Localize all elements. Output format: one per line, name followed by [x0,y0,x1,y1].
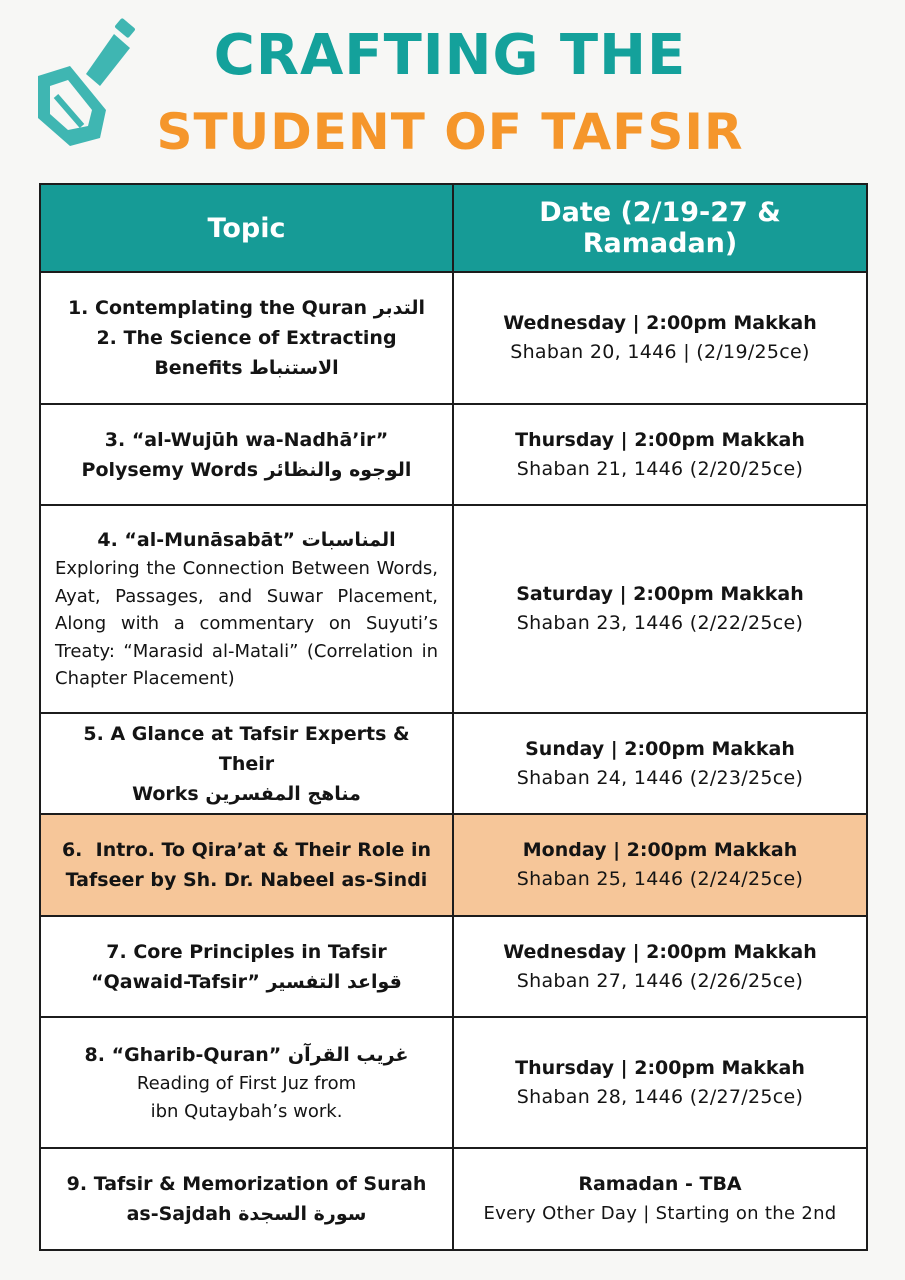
topic-cell [40,505,453,713]
topic-line: 2. The Science of Extracting [96,327,397,349]
session-day: Thursday | 2:00pm Makkah [515,428,805,451]
table-row [40,916,867,1017]
topic-line: 6. Intro. To Qira’at & Their Role in [61,839,432,861]
session-date: Every Other Day | Starting on the 2nd [483,1203,837,1224]
table-row [40,272,867,404]
session-date: Shaban 21, 1446 (2/20/25ce) [516,457,804,480]
topic-line: Benefits الاستنباط [154,357,339,379]
topic-line: 1. Contemplating the Quran التدبر [67,297,426,319]
topic-header: Topic [40,184,453,272]
topic-cell [40,814,453,916]
topic-cell [40,713,453,814]
table-row-highlighted [40,814,867,916]
date-cell [453,1148,867,1250]
topic-cell [40,404,453,505]
session-day: Saturday | 2:00pm Makkah [516,583,804,605]
date-cell [453,916,867,1017]
title-line-1: CRAFTING THE [213,23,687,88]
session-day: Ramadan - TBA [578,1173,742,1195]
date-cell [453,404,867,505]
table-row [40,713,867,814]
session-date: Shaban 24, 1446 (2/23/25ce) [516,766,804,789]
date-cell [453,272,867,404]
session-day: Sunday | 2:00pm Makkah [525,737,795,760]
topic-line: as-Sajdah سورة السجدة [126,1203,367,1225]
table-header-row [40,184,867,272]
topic-line: “Qawaid-Tafsir” قواعد التفسير [91,970,402,993]
session-date: Shaban 23, 1446 (2/22/25ce) [516,612,804,634]
session-day: Wednesday | 2:00pm Makkah [503,312,817,334]
table-row [40,1148,867,1250]
session-date: Shaban 25, 1446 (2/24/25ce) [516,868,804,890]
topic-line: 7. Core Principles in Tafsir [106,940,387,963]
topic-line: Tafseer by Sh. Dr. Nabeel as-Sindi [65,869,428,891]
session-day: Thursday | 2:00pm Makkah [515,1056,805,1079]
topic-line: 5. A Glance at Tafsir Experts & Their [83,722,410,775]
topic-cell [40,272,453,404]
date-cell [453,1017,867,1148]
topic-description: Exploring the Connection Between Words, Ayat, Passages, and Suwar Placement, Along with a commentary on Suyuti’s Treaty: “Marasid al-Matali” (Correlation in Chapter Placement) [55,558,438,690]
table-row [40,505,867,713]
date-cell [453,505,867,713]
topic-line: 4. “al-Munāsabāt” المناسبات [97,529,396,552]
topic-line: Works مناهج المفسرين [132,782,361,805]
topic-cell [40,916,453,1017]
topic-line: Polysemy Words الوجوه والنظائر [81,458,412,481]
topic-description-line: Reading of First Juz from [136,1073,357,1094]
table-row [40,404,867,505]
date-cell [453,814,867,916]
topic-line: 9. Tafsir & Memorization of Surah [66,1173,427,1195]
schedule-table [39,183,868,1251]
session-day: Wednesday | 2:00pm Makkah [503,940,817,963]
session-date: Shaban 27, 1446 (2/26/25ce) [516,969,804,992]
session-date: Shaban 28, 1446 (2/27/25ce) [516,1085,804,1108]
table-row [40,1017,867,1148]
session-date: Shaban 20, 1446 | (2/19/25ce) [510,341,810,363]
date-header: Date (2/19-27 & Ramadan) [453,184,867,272]
date-cell [453,713,867,814]
session-day: Monday | 2:00pm Makkah [522,839,798,861]
topic-line: 8. “Gharib-Quran” غريب القرآن [84,1044,409,1066]
topic-line: 3. “al-Wujūh wa-Nadhā’ir” [104,428,389,451]
topic-description-line: ibn Qutaybah’s work. [150,1100,343,1122]
topic-cell [40,1017,453,1148]
topic-cell [40,1148,453,1250]
title-line-2: STUDENT OF TAFSIR [156,103,744,161]
